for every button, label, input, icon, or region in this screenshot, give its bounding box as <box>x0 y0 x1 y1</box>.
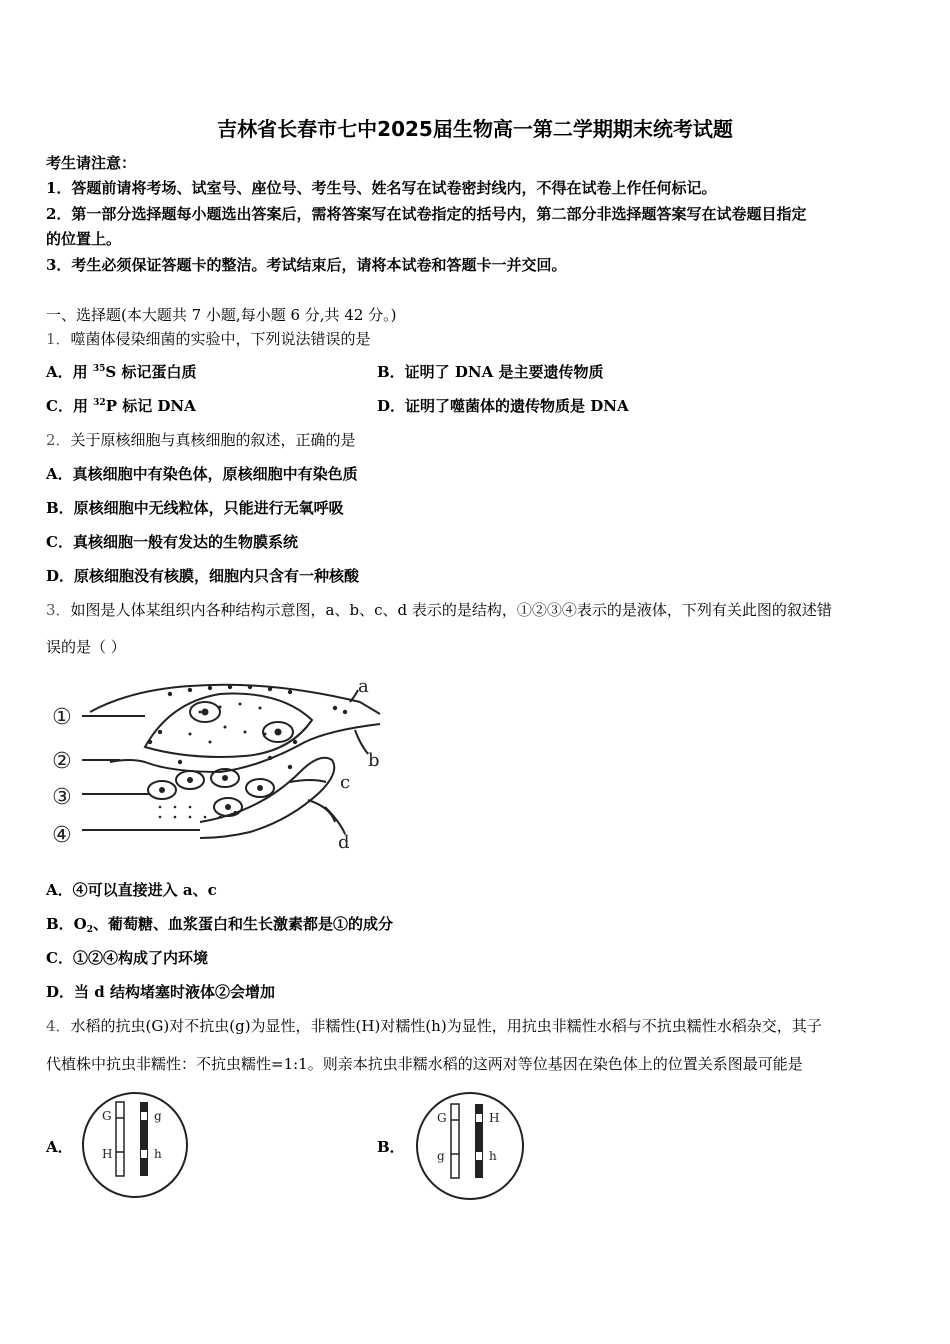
q3-option-b[interactable]: B．$O_2$、葡萄糖、血浆蛋白和生长激素都是①的成分 <box>46 915 394 935</box>
question-3: 3．如图是人体某组织内各种结构示意图，a、b、c、d 表示的是结构，①②③④表示的是液体，下列有关此图的叙述错 <box>46 601 832 619</box>
label-1: ① <box>52 705 72 730</box>
label-4: ④ <box>52 823 72 848</box>
q1-option-a[interactable]: A．用 $^{35}$S 标记蛋白质 <box>46 363 197 381</box>
svg-text:G: G <box>437 1111 447 1125</box>
question-4: 4．水稻的抗虫(G)对不抗虫(g)为显性，非糯性(H)对糯性(h)为显性，用抗虫非糯性水稻与不抗虫糯性水稻杂交，其子 <box>46 1017 822 1035</box>
svg-text:g: g <box>154 1109 162 1123</box>
notice-item-2-cont: 的位置上。 <box>46 230 122 248</box>
q4-option-b-label[interactable]: B． <box>377 1138 405 1156</box>
svg-text:g: g <box>437 1149 445 1163</box>
label-3: ③ <box>52 785 72 810</box>
q4-option-a-figure[interactable] <box>80 1090 190 1200</box>
svg-text:H: H <box>489 1111 500 1125</box>
notice-item-3: 3．考生必须保证答题卡的整洁。考试结束后，请将本试卷和答题卡一并交回。 <box>46 256 567 274</box>
svg-text:G: G <box>102 1109 112 1123</box>
question-4-cont: 代植株中抗虫非糯性：不抗虫糯性=1:1。则亲本抗虫非糯水稻的这两对等位基因在染色体上的位置关系图最可能是 <box>46 1055 803 1073</box>
q3-option-d[interactable]: D．当 d 结构堵塞时液体②会增加 <box>46 983 275 1001</box>
section-heading: 一、选择题(本大题共 7 小题,每小题 6 分,共 42 分。) <box>46 306 397 324</box>
tissue-diagram <box>50 672 390 857</box>
label-2: ② <box>52 749 72 774</box>
q2-option-a[interactable]: A．真核细胞中有染色体，原核细胞中有染色质 <box>46 465 358 483</box>
q4-option-b-figure[interactable] <box>414 1090 526 1202</box>
q3-option-c[interactable]: C．①②④构成了内环境 <box>46 949 208 967</box>
q4-option-a-label[interactable]: A． <box>46 1138 73 1156</box>
label-d: d <box>338 832 350 853</box>
q2-option-b[interactable]: B．原核细胞中无线粒体，只能进行无氧呼吸 <box>46 499 344 517</box>
q2-option-d[interactable]: D．原核细胞没有核膜，细胞内只含有一种核酸 <box>46 567 360 585</box>
q1-option-d[interactable]: D．证明了噬菌体的遗传物质是 DNA <box>377 397 629 415</box>
question-1 <box>46 328 371 349</box>
question-number: 1． <box>46 330 71 348</box>
q1-option-c[interactable]: C．用 $^{32}$P 标记 DNA <box>46 397 196 415</box>
label-c: c <box>340 772 351 793</box>
q2-option-c[interactable]: C．真核细胞一般有发达的生物膜系统 <box>46 533 298 551</box>
notice-item-1: 1．答题前请将考场、试室号、座位号、考生号、姓名写在试卷密封线内，不得在试卷上作任何标记。 <box>46 179 717 197</box>
question-stem: 噬菌体侵染细菌的实验中，下列说法错误的是 <box>70 330 371 348</box>
notice-item-2: 2．第一部分选择题每小题选出答案后，需将答案写在试卷指定的括号内，第二部分非选择题答案写在试卷题目指定 <box>46 205 807 223</box>
q1-option-b[interactable]: B．证明了 DNA 是主要遗传物质 <box>377 363 604 381</box>
label-b: b <box>368 750 380 771</box>
question-2: 2．关于原核细胞与真核细胞的叙述，正确的是 <box>46 431 356 449</box>
q3-option-a[interactable]: A．④可以直接进入 a、c <box>46 881 217 899</box>
svg-text:H: H <box>102 1147 113 1161</box>
exam-title: 吉林省长春市七中2025届生物高一第二学期期末统考试题 <box>217 117 733 141</box>
svg-text:h: h <box>489 1149 497 1163</box>
notice-heading: 考生请注意： <box>46 154 137 172</box>
question-3-cont: 误的是（ ） <box>46 638 126 656</box>
svg-text:h: h <box>154 1147 162 1161</box>
label-a: a <box>358 676 369 697</box>
